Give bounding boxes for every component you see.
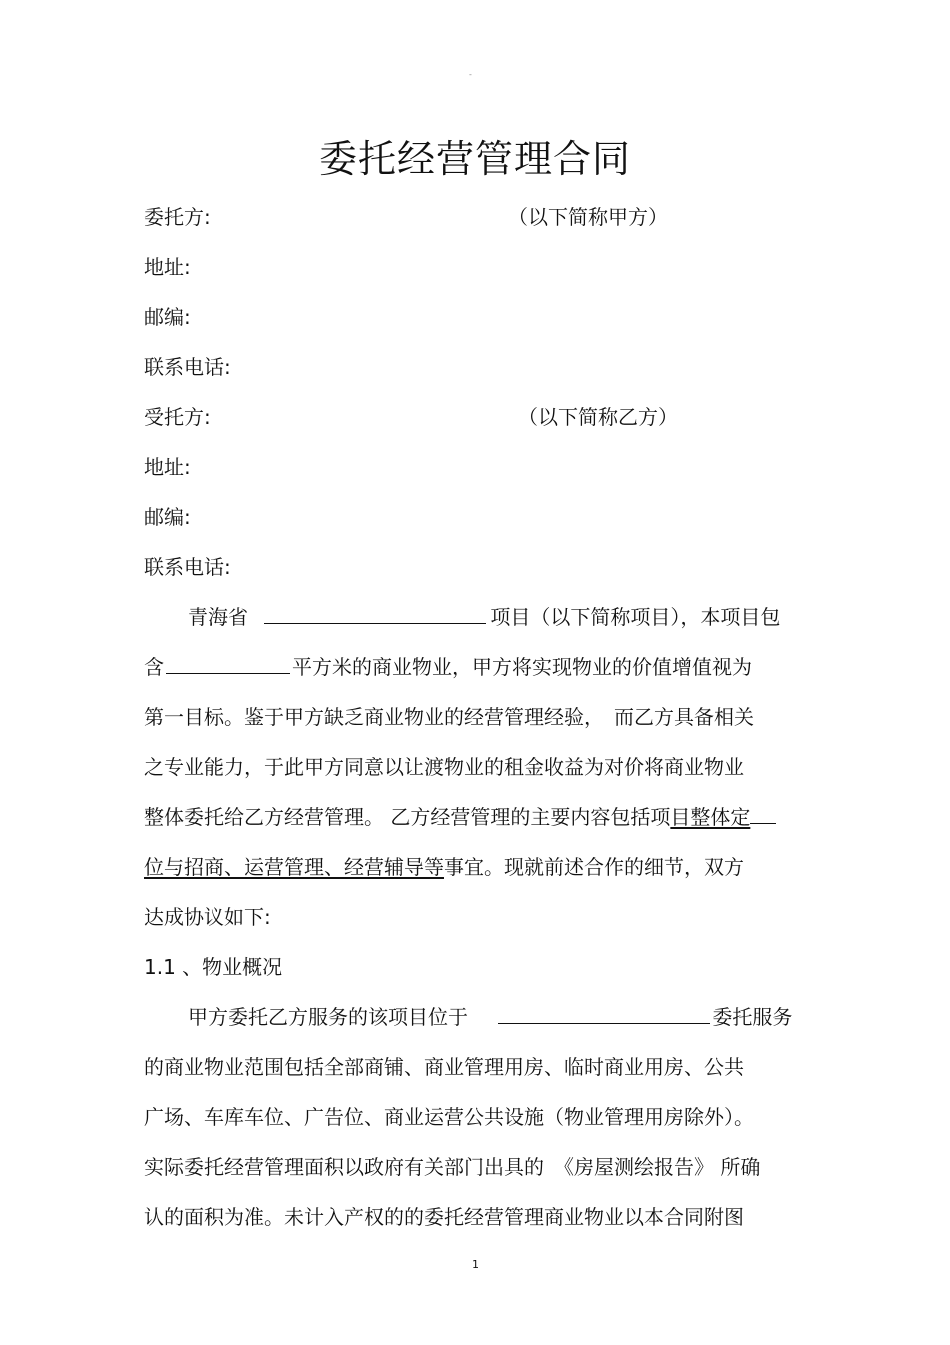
intro-project-text: 项目（以下简称项目），本项目包 xyxy=(490,605,781,629)
intro-line-4: 之专业能力，于此甲方同意以让渡物业的租金收益为对价将商业物业 xyxy=(144,755,744,779)
underline-tail xyxy=(750,805,776,824)
intro-line-2 xyxy=(144,653,752,681)
party-b-phone-label: 联系电话: xyxy=(144,555,231,579)
intro-line-6 xyxy=(144,853,744,881)
party-a-postcode-label: 邮编: xyxy=(144,305,191,329)
section-1-1-line-2: 的商业物业范围包括全部商铺、商业管理用房、临时商业用房、公共 xyxy=(144,1055,744,1079)
party-b-label: 受托方: xyxy=(144,405,211,429)
location-text: 甲方委托乙方服务的该项目位于 xyxy=(188,1005,468,1029)
party-b-note: （以下简称乙方） xyxy=(518,405,678,429)
party-a-label: 委托方: xyxy=(144,205,211,229)
intro-contain: 含 xyxy=(144,655,164,679)
document-title: 委托经营管理合同 xyxy=(318,137,631,181)
section-1-1-line-1 xyxy=(188,1003,792,1031)
intro-line-5-underlined: 目整体定 xyxy=(670,805,751,829)
intro-line-7: 达成协议如下: xyxy=(144,905,271,929)
intro-province: 青海省 xyxy=(188,605,248,629)
party-a-phone-label: 联系电话: xyxy=(144,355,231,379)
section-1-1-heading: 1.1 、物业概况 xyxy=(144,955,283,979)
intro-line-1 xyxy=(188,603,780,631)
section-1-1-line-3: 广场、车库车位、广告位、商业运营公共设施（物业管理用房除外）。 xyxy=(144,1105,754,1129)
section-1-1-line-4: 实际委托经营管理面积以政府有关部门出具的 《房屋测绘报告》 所确 xyxy=(144,1155,761,1179)
party-b-postcode-label: 邮编: xyxy=(144,505,191,529)
intro-line-6-text: 事宜。现就前述合作的细节，双方 xyxy=(444,855,744,879)
intro-line-3: 第一目标。鉴于甲方缺乏商业物业的经营管理经验， 而乙方具备相关 xyxy=(144,705,754,729)
party-a-note: （以下简称甲方） xyxy=(508,205,668,229)
party-a-address-label: 地址: xyxy=(144,255,191,279)
project-name-blank xyxy=(264,603,486,624)
section-1-1-line-5: 认的面积为准。未计入产权的的委托经营管理商业物业以本合同附图 xyxy=(144,1205,744,1229)
top-mark: - xyxy=(469,70,472,79)
page-number: 1 xyxy=(472,1258,479,1271)
intro-line-5 xyxy=(144,803,776,831)
location-blank xyxy=(498,1003,710,1024)
party-b-address-label: 地址: xyxy=(144,455,191,479)
intro-area-text: 平方米的商业物业，甲方将实现物业的价值增值视为 xyxy=(292,655,752,679)
intro-line-5-text: 整体委托给乙方经营管理。 乙方经营管理的主要内容包括项 xyxy=(144,805,671,829)
area-blank xyxy=(166,653,290,674)
intro-line-6-underlined: 位与招商、运营管理、经营辅导等 xyxy=(144,855,444,879)
entrusted-service-text: 委托服务 xyxy=(712,1005,793,1029)
